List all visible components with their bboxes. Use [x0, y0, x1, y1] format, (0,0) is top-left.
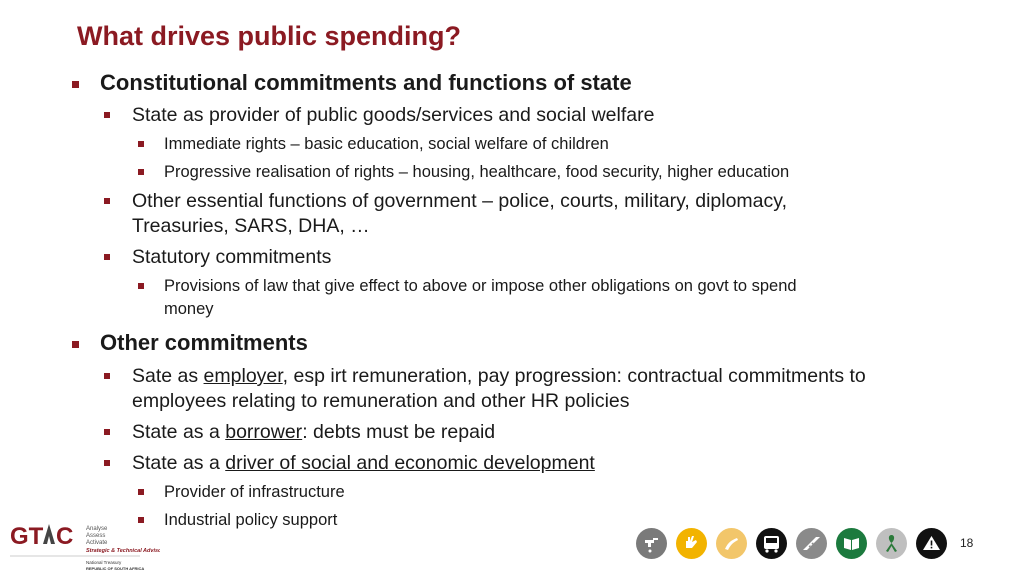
item-provisions-line2: money: [164, 300, 214, 318]
slide-title: What drives public spending?: [77, 21, 462, 51]
ribbon-icon: [876, 528, 907, 559]
logo-tag3: Activate: [86, 540, 108, 546]
bullet-marker: [104, 373, 110, 379]
item-progressive-rights: Progressive realisation of rights – housing, healthcare, food security, higher education: [164, 163, 790, 181]
bullet-marker: [138, 283, 144, 289]
heading-other-commitments: Other commitments: [100, 330, 308, 355]
driver-term: driver of social and economic development: [225, 452, 595, 474]
bullet-marker: [138, 141, 144, 147]
item-immediate-rights: Immediate rights – basic education, social welfare of children: [164, 135, 609, 153]
bullet-marker: [138, 169, 144, 175]
book-icon: [836, 528, 867, 559]
logo-tag2: Assess: [86, 533, 106, 539]
item-statutory: Statutory commitments: [132, 246, 332, 268]
hands-icon: [716, 528, 747, 559]
item-employer-line2: employees relating to remuneration and other HR policies: [132, 390, 630, 412]
logo-tag1: Analyse: [86, 526, 108, 532]
item-borrower-pre: State as a: [132, 421, 226, 443]
bullet-marker: [104, 198, 110, 204]
item-industrial-policy: Industrial policy support: [164, 511, 338, 529]
borrower-term: borrower: [225, 421, 303, 443]
item-other-functions-line1: Other essential functions of government – police, courts, military, diplomacy,: [132, 190, 787, 212]
gtac-logo: [10, 519, 160, 573]
hand-icon: [676, 528, 707, 559]
gtac-logo-graphic: [10, 519, 160, 573]
heading-constitutional: Constitutional commitments and functions of state: [100, 70, 632, 95]
item-borrower: [132, 420, 495, 445]
item-borrower-post: : debts must be repaid: [302, 421, 496, 443]
bullet-marker: [104, 429, 110, 435]
bullet-marker: [138, 489, 144, 495]
logo-c: C: [56, 523, 74, 550]
bullet-marker: [104, 460, 110, 466]
item-driver: [132, 451, 595, 476]
item-driver-pre: State as a: [132, 452, 226, 474]
bullet-marker: [72, 81, 79, 88]
item-provisions-line1: Provisions of law that give effect to above or impose other obligations on govt to spend: [164, 277, 797, 295]
warning-icon: [916, 528, 947, 559]
bullet-marker: [104, 112, 110, 118]
logo-sub2: REPUBLIC OF SOUTH AFRICA: [86, 566, 145, 571]
item-employer: [132, 364, 866, 389]
employer-term: employer: [203, 365, 283, 387]
item-infrastructure: Provider of infrastructure: [164, 483, 345, 501]
bus-icon: [756, 528, 787, 559]
page-number: 18: [960, 536, 974, 550]
bullet-marker: [72, 341, 79, 348]
logo-mark: [43, 524, 55, 544]
item-provider: State as provider of public goods/services and social welfare: [132, 104, 655, 126]
road-icon: [796, 528, 827, 559]
bullet-marker: [104, 254, 110, 260]
item-employer-pre: Sate as: [132, 365, 204, 387]
item-employer-post: , esp irt remuneration, pay progression: contractual commitments to: [282, 365, 866, 387]
logo-tag4: Strategic & Technical Advisory: [86, 548, 160, 554]
item-other-functions-line2: Treasuries, SARS, DHA, …: [132, 215, 370, 237]
water-tap-icon: [636, 528, 667, 559]
logo-brand: GT: [10, 523, 44, 550]
logo-sub1: National Treasury: [86, 560, 122, 565]
